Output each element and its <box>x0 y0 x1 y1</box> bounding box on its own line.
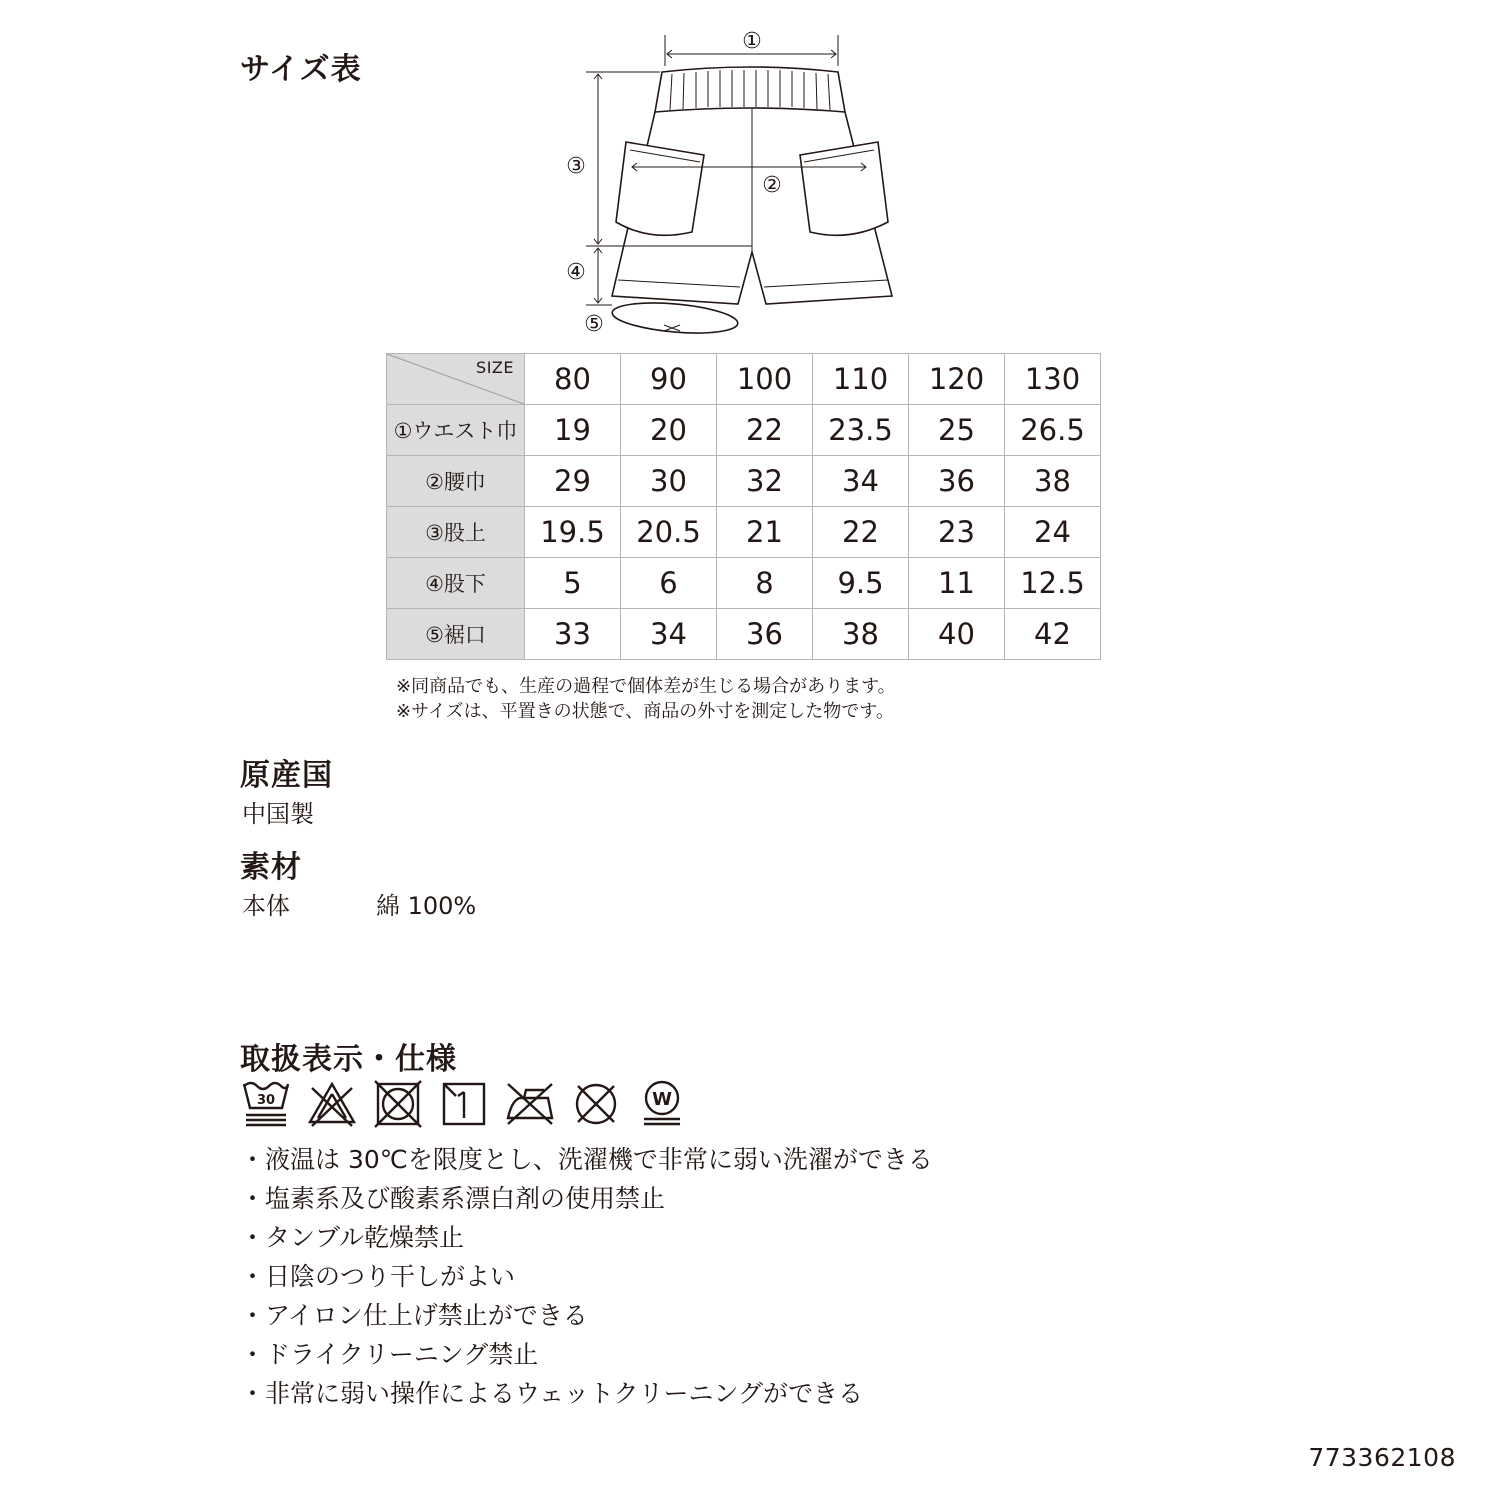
size-header: 100 <box>717 354 813 405</box>
table-row <box>387 609 1101 660</box>
table-cell: 5 <box>525 558 621 609</box>
table-cell: 19 <box>525 405 621 456</box>
size-header-row <box>387 354 1101 405</box>
material-heading: 素材 <box>240 850 302 885</box>
table-cell: 8 <box>717 558 813 609</box>
care-heading: 取扱表示・仕様 <box>240 1042 457 1077</box>
table-cell: 26.5 <box>1005 405 1101 456</box>
table-cell: 29 <box>525 456 621 507</box>
no-tumble-dry-icon <box>372 1078 424 1128</box>
table-row <box>387 456 1101 507</box>
size-header: 80 <box>525 354 621 405</box>
size-header: 120 <box>909 354 1005 405</box>
origin-heading: 原産国 <box>240 758 333 793</box>
no-iron-icon <box>504 1078 556 1128</box>
table-cell: 36 <box>909 456 1005 507</box>
product-code: 773362108 <box>1308 1443 1456 1472</box>
table-cell: 42 <box>1005 609 1101 660</box>
size-header: 90 <box>621 354 717 405</box>
diagram-label-1: ① <box>742 29 762 54</box>
table-cell: 23.5 <box>813 405 909 456</box>
care-instruction: ・日陰のつり干しがよい <box>240 1262 516 1291</box>
row-label: ⑤裾口 <box>387 609 525 660</box>
size-corner-cell <box>387 354 525 405</box>
table-cell: 9.5 <box>813 558 909 609</box>
table-cell: 20.5 <box>621 507 717 558</box>
no-bleach-icon <box>306 1078 358 1128</box>
size-table <box>386 353 1101 660</box>
size-chart-heading: サイズ表 <box>240 52 362 87</box>
row-label: ③股上 <box>387 507 525 558</box>
care-icon-row <box>240 1078 688 1128</box>
table-cell: 30 <box>621 456 717 507</box>
care-instruction: ・タンブル乾燥禁止 <box>240 1223 465 1252</box>
care-instruction: ・ドライクリーニング禁止 <box>240 1340 539 1369</box>
table-cell: 25 <box>909 405 1005 456</box>
table-cell: 40 <box>909 609 1005 660</box>
no-dry-clean-icon <box>570 1078 622 1128</box>
table-row <box>387 507 1101 558</box>
table-cell: 19.5 <box>525 507 621 558</box>
wet-clean-text: W <box>652 1089 672 1110</box>
size-note: ※同商品でも、生産の過程で個体差が生じる場合があります。 <box>396 676 896 697</box>
table-row <box>387 558 1101 609</box>
table-cell: 38 <box>813 609 909 660</box>
care-instruction: ・非常に弱い操作によるウェットクリーニングができる <box>240 1379 864 1408</box>
table-cell: 33 <box>525 609 621 660</box>
table-cell: 12.5 <box>1005 558 1101 609</box>
material-part: 本体 <box>242 892 290 920</box>
table-cell: 21 <box>717 507 813 558</box>
table-cell: 11 <box>909 558 1005 609</box>
wash-temp-text: 30 <box>256 1093 276 1108</box>
diagram-label-3: ③ <box>566 154 586 179</box>
wash-30-gentle-icon <box>240 1078 292 1128</box>
size-header: 130 <box>1005 354 1101 405</box>
table-cell: 38 <box>1005 456 1101 507</box>
care-instruction: ・液温は 30℃を限度とし、洗濯機で非常に弱い洗濯ができる <box>240 1145 933 1174</box>
row-label: ④股下 <box>387 558 525 609</box>
row-label: ①ウエスト巾 <box>387 405 525 456</box>
table-cell: 34 <box>813 456 909 507</box>
shorts-measurement-diagram <box>550 22 910 352</box>
wet-clean-gentle-icon <box>636 1078 688 1128</box>
table-cell: 23 <box>909 507 1005 558</box>
table-row <box>387 405 1101 456</box>
size-corner-label: SIZE <box>476 358 514 377</box>
origin-value: 中国製 <box>242 800 314 828</box>
table-cell: 22 <box>717 405 813 456</box>
diagram-label-2: ② <box>762 173 782 198</box>
table-cell: 24 <box>1005 507 1101 558</box>
row-label: ②腰巾 <box>387 456 525 507</box>
table-cell: 32 <box>717 456 813 507</box>
diagram-label-4: ④ <box>566 260 586 285</box>
size-header: 110 <box>813 354 909 405</box>
table-cell: 34 <box>621 609 717 660</box>
care-instruction: ・アイロン仕上げ禁止ができる <box>240 1301 588 1330</box>
table-cell: 22 <box>813 507 909 558</box>
line-dry-shade-icon <box>438 1078 490 1128</box>
size-note: ※サイズは、平置きの状態で、商品の外寸を測定した物です。 <box>396 701 894 722</box>
diagram-label-5: ⑤ <box>584 312 604 337</box>
table-cell: 20 <box>621 405 717 456</box>
material-value: 綿 100% <box>376 892 477 920</box>
table-cell: 6 <box>621 558 717 609</box>
table-cell: 36 <box>717 609 813 660</box>
care-instruction: ・塩素系及び酸素系漂白剤の使用禁止 <box>240 1184 666 1213</box>
